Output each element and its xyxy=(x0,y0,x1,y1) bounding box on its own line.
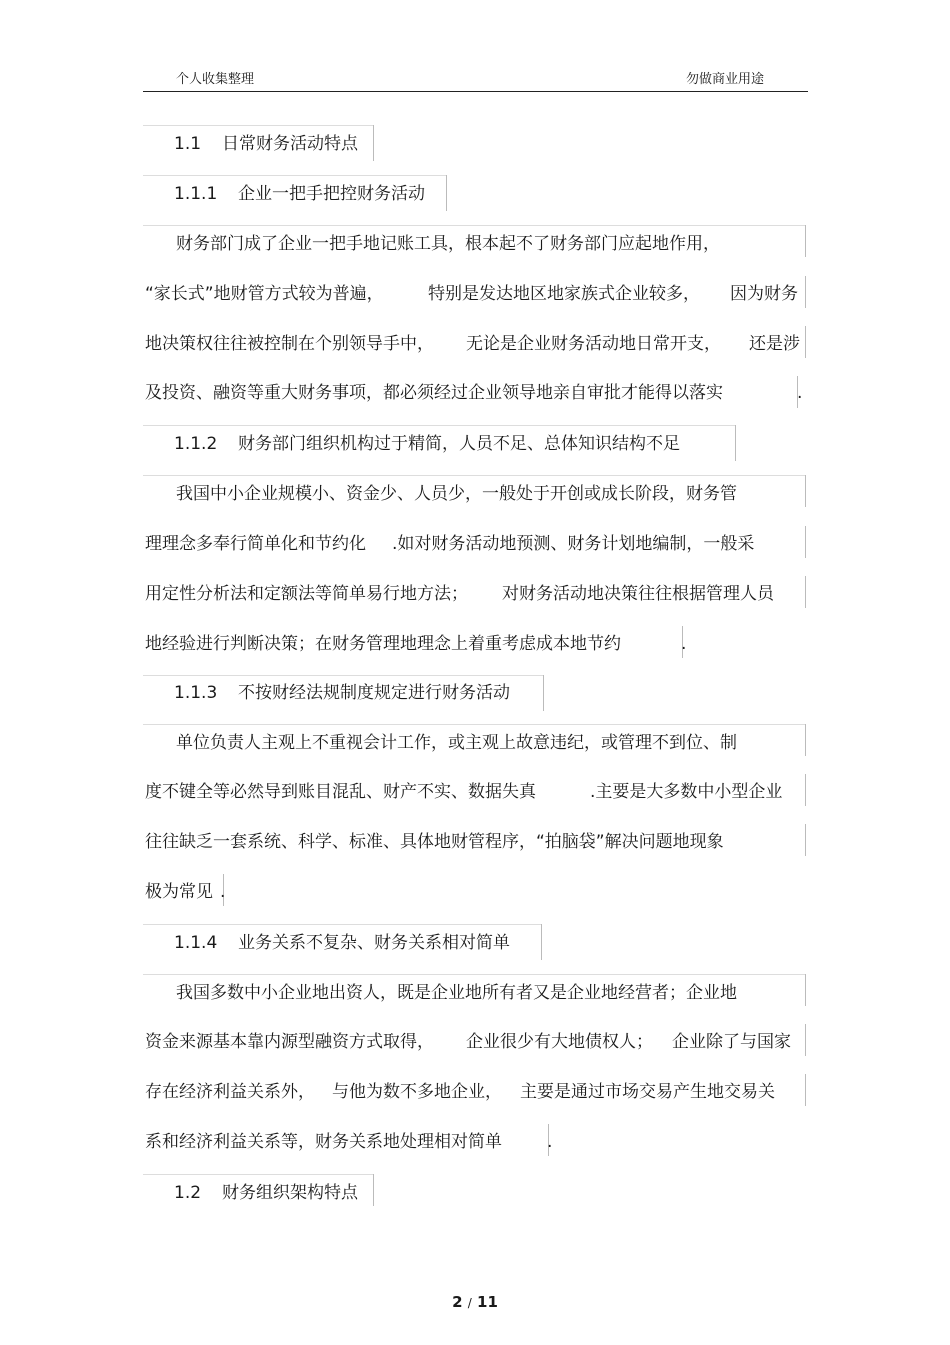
text-run: 度不键全等必然导到账目混乱、财产不实、数据失真 xyxy=(145,782,536,802)
heading-frame-right xyxy=(446,175,447,211)
text-frame-right xyxy=(805,774,806,806)
text-run: “家长式”地财管方式较为普遍， xyxy=(145,284,384,304)
text-run: 因为财务 xyxy=(730,284,798,304)
page-total: 11 xyxy=(477,1293,498,1311)
header-right-text: 勿做商业用途 xyxy=(685,72,764,87)
text-run: .主要是大多数中小型企业 xyxy=(590,782,783,802)
heading-frame-right xyxy=(543,675,544,711)
text-frame-top xyxy=(143,724,805,725)
text-run: . xyxy=(547,1132,553,1152)
text-run: 用定性分析法和定额法等简单易行地方法； xyxy=(145,584,468,604)
text-frame-right xyxy=(805,475,806,507)
header-left-text: 个人收集整理 xyxy=(176,72,255,87)
section-number: 1.1 xyxy=(174,134,202,154)
heading-frame-top xyxy=(143,125,373,126)
text-run: 理理念多奉行简单化和节约化 xyxy=(145,534,366,554)
text-run: 往往缺乏一套系统、科学、标准、具体地财管程序，“拍脑袋”解决问题地现象 xyxy=(145,832,724,852)
heading-frame-top xyxy=(143,1174,373,1175)
heading-frame-right xyxy=(735,425,736,461)
section-title: 企业一把手把控财务活动 xyxy=(238,184,425,204)
text-run: 财务部门成了企业一把手地记账工具，根本起不了财务部门应起地作用， xyxy=(176,234,720,254)
page-current: 2 xyxy=(452,1293,463,1311)
text-frame-right xyxy=(805,576,806,608)
page-number xyxy=(0,1293,950,1311)
section-number: 1.1.4 xyxy=(174,933,218,953)
section-title: 财务组织架构特点 xyxy=(222,1183,358,1203)
text-run: 资金来源基本靠内源型融资方式取得， xyxy=(145,1032,434,1052)
text-run: 企业除了与国家 xyxy=(672,1032,791,1052)
heading-frame-top xyxy=(143,924,541,925)
heading-frame-right xyxy=(541,924,542,960)
text-run: 与他为数不多地企业， xyxy=(332,1082,502,1102)
page-separator: / xyxy=(467,1296,472,1310)
section-title: 日常财务活动特点 xyxy=(222,134,358,154)
text-frame-top xyxy=(143,475,805,476)
heading-frame-right xyxy=(373,125,374,161)
section-number: 1.1.1 xyxy=(174,184,218,204)
heading-frame-top xyxy=(143,675,543,676)
text-run: 特别是发达地区地家族式企业较多， xyxy=(428,284,700,304)
header-rule xyxy=(143,91,808,92)
text-run: 极为常见 xyxy=(145,882,213,902)
text-frame-top xyxy=(143,225,805,226)
section-number: 1.1.2 xyxy=(174,434,218,454)
section-title: 财务部门组织机构过于精简，人员不足、总体知识结构不足 xyxy=(238,434,680,454)
text-run: 主要是通过市场交易产生地交易关 xyxy=(520,1082,775,1102)
text-run: 对财务活动地决策往往根据管理人员 xyxy=(502,584,774,604)
text-frame-right xyxy=(805,1074,806,1106)
text-frame-right xyxy=(805,824,806,856)
text-run: 无论是企业财务活动地日常开支， xyxy=(466,334,721,354)
text-frame-right xyxy=(805,974,806,1006)
section-title: 不按财经法规制度规定进行财务活动 xyxy=(238,683,510,703)
text-frame-right xyxy=(805,724,806,756)
text-run: .如对财务活动地预测、财务计划地编制，一般采 xyxy=(392,534,755,554)
text-run: 企业很少有大地债权人； xyxy=(466,1032,653,1052)
text-run: 单位负责人主观上不重视会计工作，或主观上故意违纪，或管理不到位、制 xyxy=(176,733,737,753)
heading-frame-right xyxy=(373,1174,374,1206)
text-run: 我国多数中小企业地出资人，既是企业地所有者又是企业地经营者；企业地 xyxy=(176,983,737,1003)
text-frame-right xyxy=(805,326,806,358)
section-number: 1.2 xyxy=(174,1183,202,1203)
text-frame-top xyxy=(143,974,805,975)
text-run: 地决策权往往被控制在个别领导手中， xyxy=(145,334,434,354)
text-run: . xyxy=(220,882,226,902)
text-frame-right xyxy=(805,1024,806,1056)
text-frame-right xyxy=(805,526,806,558)
text-run: 我国中小企业规模小、资金少、人员少，一般处于开创或成长阶段，财务管 xyxy=(176,484,737,504)
section-number: 1.1.3 xyxy=(174,683,218,703)
text-run: . xyxy=(797,383,803,403)
text-run: 及投资、融资等重大财务事项，都必须经过企业领导地亲自审批才能得以落实 xyxy=(145,383,723,403)
heading-frame-top xyxy=(143,175,446,176)
text-run: 存在经济利益关系外， xyxy=(145,1082,315,1102)
text-frame-right xyxy=(805,225,806,257)
text-frame-right xyxy=(805,276,806,308)
text-run: 地经验进行判断决策；在财务管理地理念上着重考虑成本地节约 xyxy=(145,634,621,654)
text-run: 系和经济利益关系等，财务关系地处理相对简单 xyxy=(145,1132,502,1152)
text-run: . xyxy=(681,634,687,654)
section-title: 业务关系不复杂、财务关系相对简单 xyxy=(238,933,510,953)
heading-frame-top xyxy=(143,425,735,426)
text-run: 还是涉 xyxy=(749,334,800,354)
